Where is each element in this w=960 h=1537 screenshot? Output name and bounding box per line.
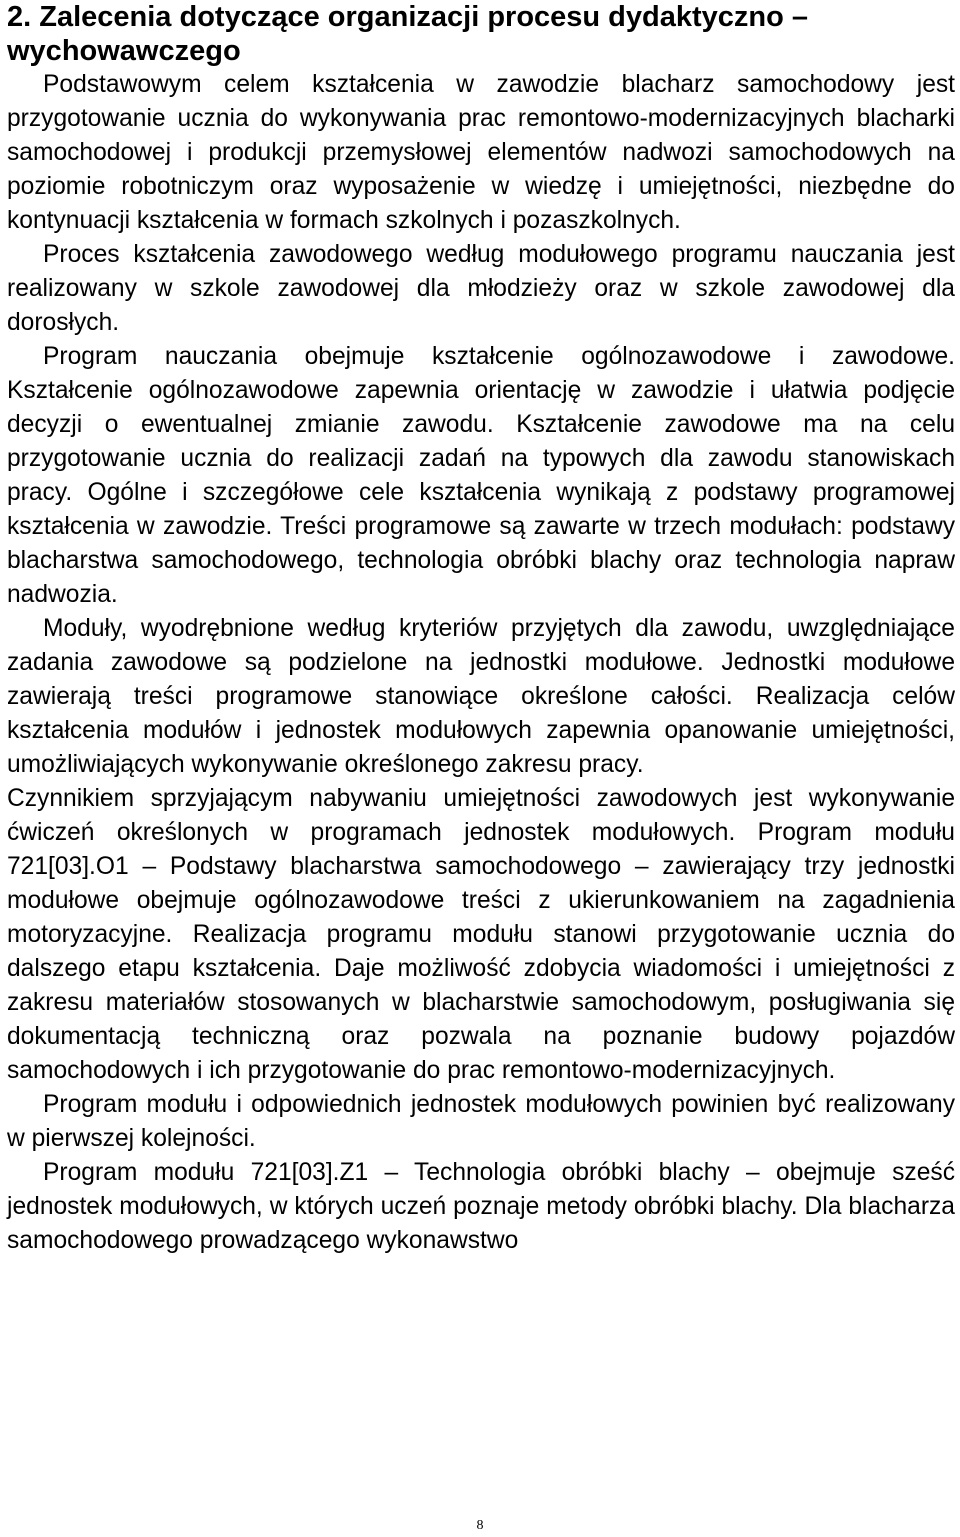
paragraph-factor: Czynnikiem sprzyjającym nabywaniu umiejętności zawodowych jest wykonywanie ćwiczeń określonych w programach jednostek modułowych. Program modułu 721[03].O1 – Podstawy blacharstwa samochodowego – zawierający trzy jednostki modułowe obejmuje ogólnozawodowe treści z ukierunkowaniem na zagadnienia motoryzacyjne. Realizacja programu modułu stanowi przygotowanie ucznia do dalszego etapu kształcenia. Daje możliwość zdobycia wiadomości i umiejętności z zakresu materiałów stosowanych w blacharstwie samochodowym, posługiwania się dokumentacją techniczną oraz pozwala na poznanie budowy pojazdów samochodowych i ich przygotowanie do prac remontowo-modernizacyjnych. [7,785,955,1084]
paragraph-program: Program nauczania obejmuje kształcenie ogólnozawodowe i zawodowe. Kształcenie ogólnozawodowe zapewnia orientację w zawodzie i ułatwia podjęcie decyzji o ewentualnej zmianie zawodu. Kształcenie zawodowe ma na celu przygotowanie ucznia do realizacji zadań na typowych dla zawodu stanowiskach pracy. Ogólne i szczegółowe cele kształcenia wynikają z podstawy programowej kształcenia w zawodzie. Treści programowe są zawarte w trzech modułach: podstawy blacharstwa samochodowego, technologia obróbki blachy oraz technologia napraw nadwozia. [7,343,955,608]
paragraph-module-z1: Program modułu 721[03].Z1 – Technologia obróbki blachy – obejmuje sześć jednostek modułowych, w których uczeń poznaje metody obróbki blachy. Dla blacharza samochodowego prowadzącego wykonawstwo [7,1159,955,1254]
paragraph-modules: Moduły, wyodrębnione według kryteriów przyjętych dla zawodu, uwzględniające zadania zawodowe są podzielone na jednostki modułowe. Jednostki modułowe zawierają treści programowe stanowiące określone całości. Realizacja celów kształcenia modułów i jednostek modułowych zapewnia opanowanie umiejętności, umożliwiających wykonywanie określonego zakresu pracy. [7,615,955,778]
paragraph-order: Program modułu i odpowiednich jednostek modułowych powinien być realizowany w pierwszej kolejności. [7,1091,955,1152]
paragraph-process: Proces kształcenia zawodowego według modułowego programu nauczania jest realizowany w szkole zawodowej dla młodzieży oraz w szkole zawodowej dla dorosłych. [7,241,955,336]
section-heading: 2. Zalecenia dotyczące organizacji procesu dydaktyczno – wychowawczego [7,1,809,67]
paragraph-goal: Podstawowym celem kształcenia w zawodzie blacharz samochodowy jest przygotowanie ucznia do wykonywania prac remontowo-modernizacyjnych blacharki samochodowej i produkcji przemysłowej elementów nadwozi samochodowych na poziomie robotniczym oraz wyposażenie w wiedzę i umiejętności, niezbędne do kontynuacji kształcenia w formach szkolnych i pozaszkolnych. [7,71,955,234]
page-number: 8 [476,1518,484,1533]
document-page [7,0,955,1258]
